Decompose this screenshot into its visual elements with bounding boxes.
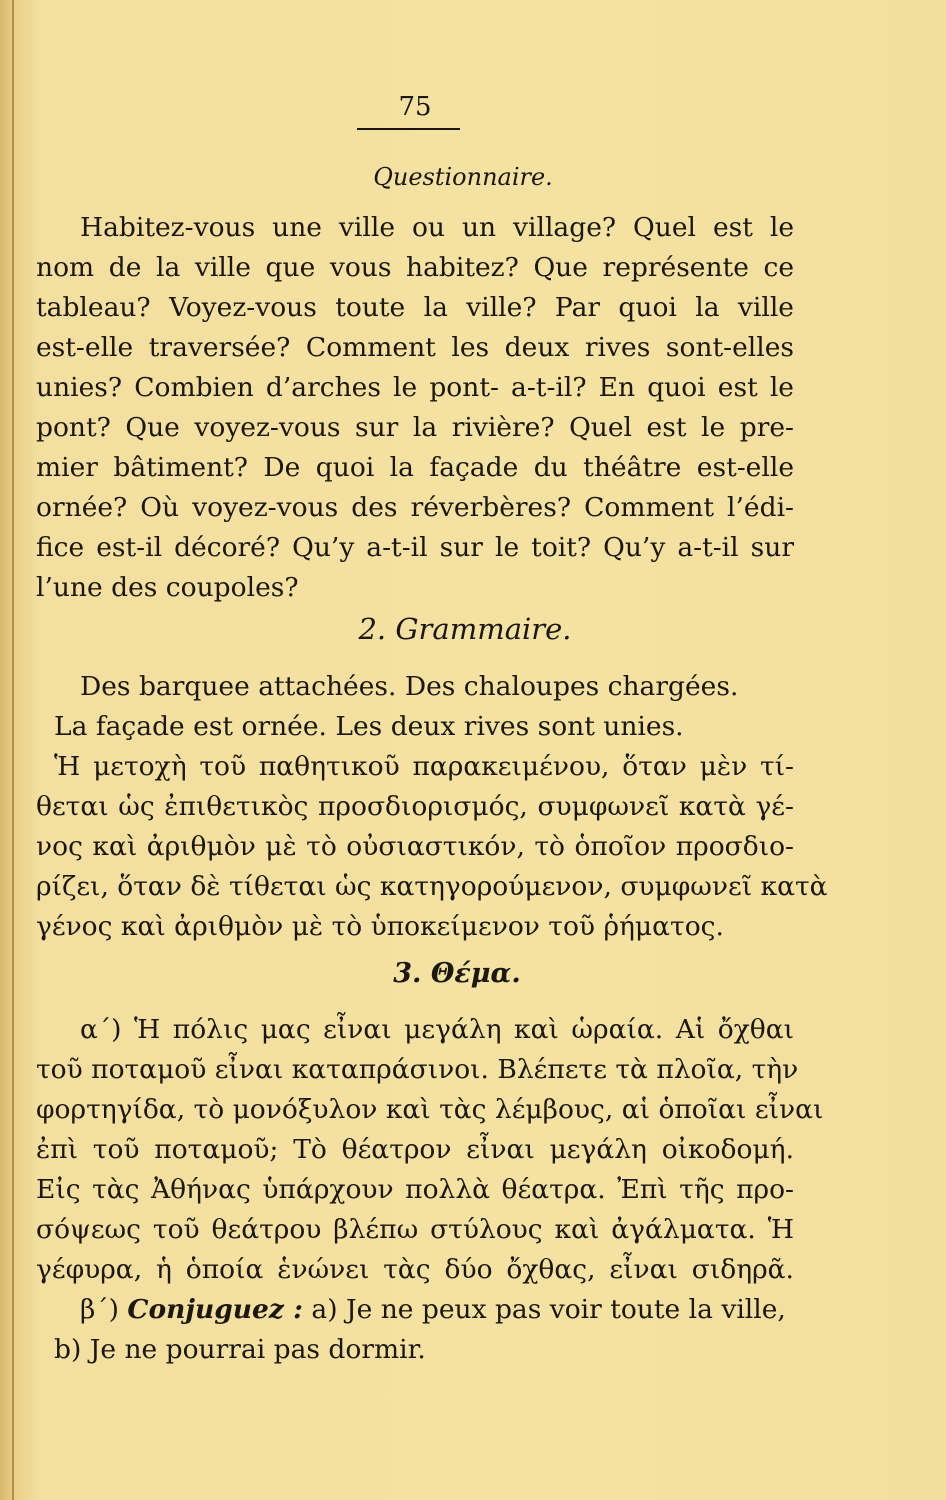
text-line: Habitez-vous une ville ou un village? Quel est le	[80, 212, 794, 243]
questionnaire-title: Questionnaire.	[373, 163, 553, 191]
page-number-rule	[357, 128, 460, 130]
text-line: est-elle traversée? Comment les deux rives sont-elles	[36, 332, 794, 363]
thema-title: 3. Θέμα.	[393, 958, 521, 989]
text-line: θεται ὡς ἐπιθετικὸς προσδιορισμός, συμφωνεῖ κατὰ γέ-	[36, 791, 794, 822]
text-line: fice est-il décoré? Qu’y a-t-il sur le toit? Qu’y a-t-il sur	[36, 532, 794, 563]
text-line: Εἰς τὰς Ἀθήνας ὑπάρχουν πολλὰ θέατρα. Ἐπὶ τῆς προ-	[36, 1174, 794, 1205]
text-line: Des barquee attachées. Des chaloupes chargées.	[80, 671, 739, 702]
grammaire-paragraph	[36, 667, 828, 947]
questionnaire-paragraph	[36, 208, 794, 608]
text-line: γέφυρα, ἡ ὁποία ἑνώνει τὰς δύο ὄχθας, εἶναι σιδηρᾶ.	[36, 1254, 794, 1285]
text-line: α΄) Ἡ πόλις μας εἶναι μεγάλη καὶ ὡραία. Αἱ ὄχθαι	[80, 1014, 794, 1045]
text-line: ornée? Où voyez-vous des réverbères? Comment l’édi-	[36, 492, 794, 523]
text-line: ἐπὶ τοῦ ποταμοῦ; Τὸ θέατρον εἶναι μεγάλη οἰκοδομή.	[36, 1134, 794, 1165]
text-line: Ἡ μετοχὴ τοῦ παθητικοῦ παρακειμένου, ὅταν μὲν τί-	[54, 751, 794, 782]
conjugation-text: a) Je ne peux pas voir toute la ville,	[311, 1294, 786, 1325]
text-line: ρίζει, ὅταν δὲ τίθεται ὡς κατηγορούμενον, συμφωνεῖ κατὰ	[36, 871, 828, 902]
text-line: tableau? Voyez-vous toute la ville? Par quoi la ville	[36, 292, 794, 323]
text-line: τοῦ ποταμοῦ εἶναι καταπράσινοι. Βλέπετε τὰ πλοῖα, τὴν	[36, 1054, 799, 1085]
page-binding-edge	[12, 0, 14, 1500]
text-line: unies? Combien d’arches le pont- a-t-il? En quoi est le	[36, 372, 794, 403]
text-line: pont? Que voyez-vous sur la rivière? Quel est le pre-	[36, 412, 794, 443]
text-line: φορτηγίδα, τὸ μονόξυλον καὶ τὰς λέμβους, αἱ ὁποῖαι εἶναι	[36, 1094, 824, 1125]
text-line: La façade est ornée. Les deux rives sont unies.	[54, 711, 684, 742]
text-line: l’une des coupoles?	[36, 572, 299, 603]
text-line: b) Je ne pourrai pas dormir.	[54, 1334, 426, 1365]
grammaire-title: 2. Grammaire.	[358, 612, 572, 646]
text-line: σόψεως τοῦ θεάτρου βλέπω στύλους καὶ ἀγάλματα. Ἡ	[36, 1214, 794, 1245]
conjugation-line	[36, 1290, 794, 1330]
text-line: γένος καὶ ἀριθμὸν μὲ τὸ ὑποκείμενον τοῦ ῥήματος.	[36, 911, 724, 942]
thema-paragraph	[36, 1010, 824, 1370]
conjugation-label: Conjuguez :	[127, 1294, 303, 1325]
text-line: νος καὶ ἀριθμὸν μὲ τὸ οὐσιαστικόν, τὸ ὁποῖον προσδιο-	[36, 831, 794, 862]
conjugation-prefix: β΄)	[80, 1294, 119, 1325]
page-number: 75	[398, 92, 432, 122]
text-line: mier bâtiment? De quoi la façade du théâtre est-elle	[36, 452, 794, 483]
text-line: nom de la ville que vous habitez? Que représente ce	[36, 252, 794, 283]
